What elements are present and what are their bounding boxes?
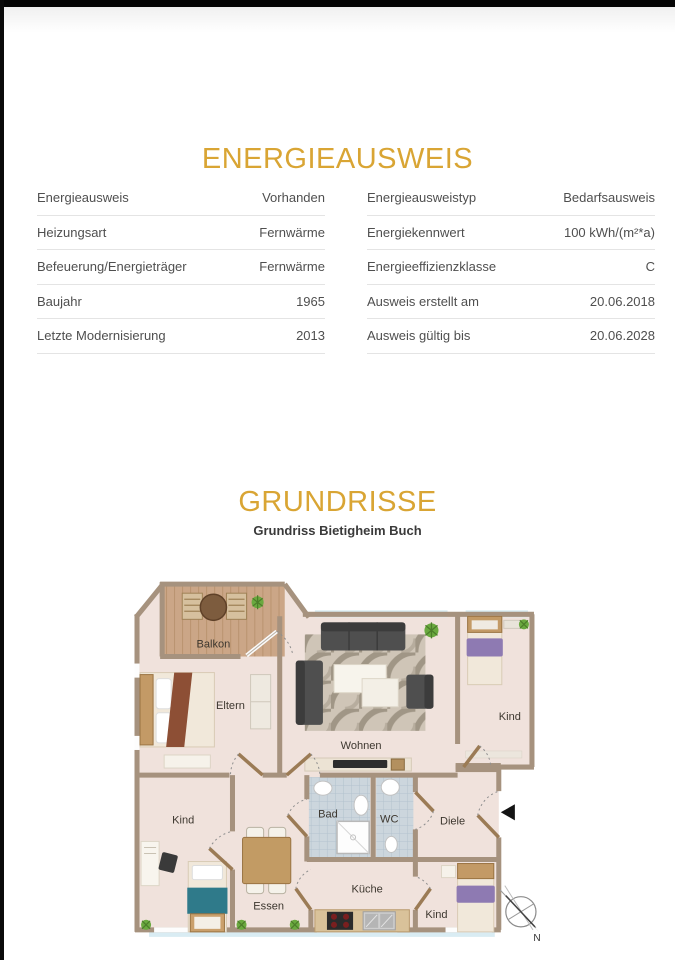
room-label-kueche: Küche bbox=[351, 883, 383, 896]
bed-headboard bbox=[140, 675, 153, 745]
blanket bbox=[457, 886, 495, 903]
room-label-kind-bottom: Kind bbox=[425, 908, 448, 921]
dining-table-icon bbox=[243, 837, 291, 883]
energy-table-left bbox=[37, 181, 325, 354]
nightstand-icon bbox=[442, 866, 456, 878]
compass-icon bbox=[500, 886, 539, 932]
table-row bbox=[37, 319, 325, 354]
floorplan-svg bbox=[134, 568, 541, 945]
compass-n-label: N bbox=[533, 932, 541, 944]
balcony-chair-icon bbox=[226, 593, 246, 619]
balcony-table-icon bbox=[200, 594, 226, 620]
room-label-kind-top: Kind bbox=[498, 710, 521, 723]
room-label-balkon: Balkon bbox=[196, 638, 231, 651]
energy-table-right bbox=[367, 181, 655, 354]
toilet-icon bbox=[354, 795, 368, 815]
floorplan-caption: Grundriss Bietigheim Buch bbox=[253, 523, 422, 538]
blanket bbox=[187, 888, 227, 914]
plant-icon bbox=[290, 920, 300, 930]
table-row bbox=[37, 250, 325, 285]
plant-icon bbox=[141, 920, 151, 930]
top-gray-band bbox=[4, 7, 675, 33]
tv-icon bbox=[333, 760, 387, 768]
sink-icon bbox=[385, 836, 397, 852]
table-row bbox=[367, 285, 655, 320]
desk-icon bbox=[141, 841, 159, 885]
room-label-diele: Diele bbox=[439, 815, 466, 828]
energy-value: Fernwärme bbox=[259, 224, 325, 240]
dresser-icon bbox=[164, 755, 210, 768]
side-table-icon bbox=[362, 679, 398, 707]
table-row bbox=[367, 250, 655, 285]
plant-icon bbox=[237, 920, 247, 930]
energy-value: Bedarfsausweis bbox=[563, 190, 655, 206]
stove-icon bbox=[327, 912, 353, 930]
energy-label: Energieausweistyp bbox=[367, 190, 477, 206]
energy-value: 20.06.2028 bbox=[589, 328, 655, 344]
bed-headboard bbox=[458, 864, 494, 879]
room-label-wc: WC bbox=[380, 813, 399, 826]
energy-value: 20.06.2018 bbox=[589, 293, 655, 309]
energy-label: Energieeffizienzklasse bbox=[367, 259, 497, 275]
plant-icon bbox=[519, 619, 529, 629]
pillow-icon bbox=[192, 866, 222, 880]
energy-label: Ausweis gültig bis bbox=[367, 328, 471, 344]
room-label-wohnen: Wohnen bbox=[340, 739, 382, 752]
grundrisse-title: GRUNDRISSE bbox=[238, 486, 437, 519]
energy-label: Baujahr bbox=[37, 293, 82, 309]
table-row bbox=[37, 285, 325, 320]
energy-value: Vorhanden bbox=[262, 190, 325, 206]
energy-value: C bbox=[645, 259, 655, 275]
energy-value: 2013 bbox=[296, 328, 325, 344]
energy-label: Ausweis erstellt am bbox=[367, 293, 479, 309]
table-row bbox=[367, 216, 655, 251]
energy-label: Letzte Modernisierung bbox=[37, 328, 166, 344]
table-row bbox=[37, 216, 325, 251]
cabinet-icon bbox=[391, 759, 404, 770]
energy-value: Fernwärme bbox=[259, 259, 325, 275]
window-strip-bottom bbox=[149, 932, 495, 937]
pillow-icon bbox=[156, 679, 171, 709]
room-label-bad: Bad bbox=[318, 808, 338, 821]
energieausweis-title: ENERGIEAUSWEIS bbox=[201, 143, 474, 176]
room-label-kind-left: Kind bbox=[172, 814, 195, 827]
energy-label: Energieausweis bbox=[37, 190, 129, 206]
table-row bbox=[367, 319, 655, 354]
blanket bbox=[467, 638, 503, 656]
entrance-arrow-icon bbox=[501, 804, 515, 820]
floorplan-image bbox=[134, 568, 541, 945]
kueche-furniture bbox=[315, 910, 409, 932]
energy-value: 1965 bbox=[296, 293, 325, 309]
table-row bbox=[37, 181, 325, 216]
toilet-icon bbox=[381, 779, 399, 795]
energy-label: Heizungsart bbox=[37, 224, 107, 240]
pillow-icon bbox=[472, 620, 498, 629]
energy-value: 100 kWh/(m²*a) bbox=[563, 224, 655, 240]
sink-icon bbox=[314, 781, 332, 795]
room-label-eltern: Eltern bbox=[216, 699, 245, 712]
wall-junction bbox=[456, 763, 501, 772]
energy-label: Befeuerung/Energieträger bbox=[37, 259, 187, 275]
balcony-chair-icon bbox=[182, 593, 202, 619]
energy-label: Energiekennwert bbox=[367, 224, 465, 240]
table-row bbox=[367, 181, 655, 216]
room-label-essen: Essen bbox=[253, 900, 285, 913]
top-black-bar bbox=[0, 0, 675, 7]
